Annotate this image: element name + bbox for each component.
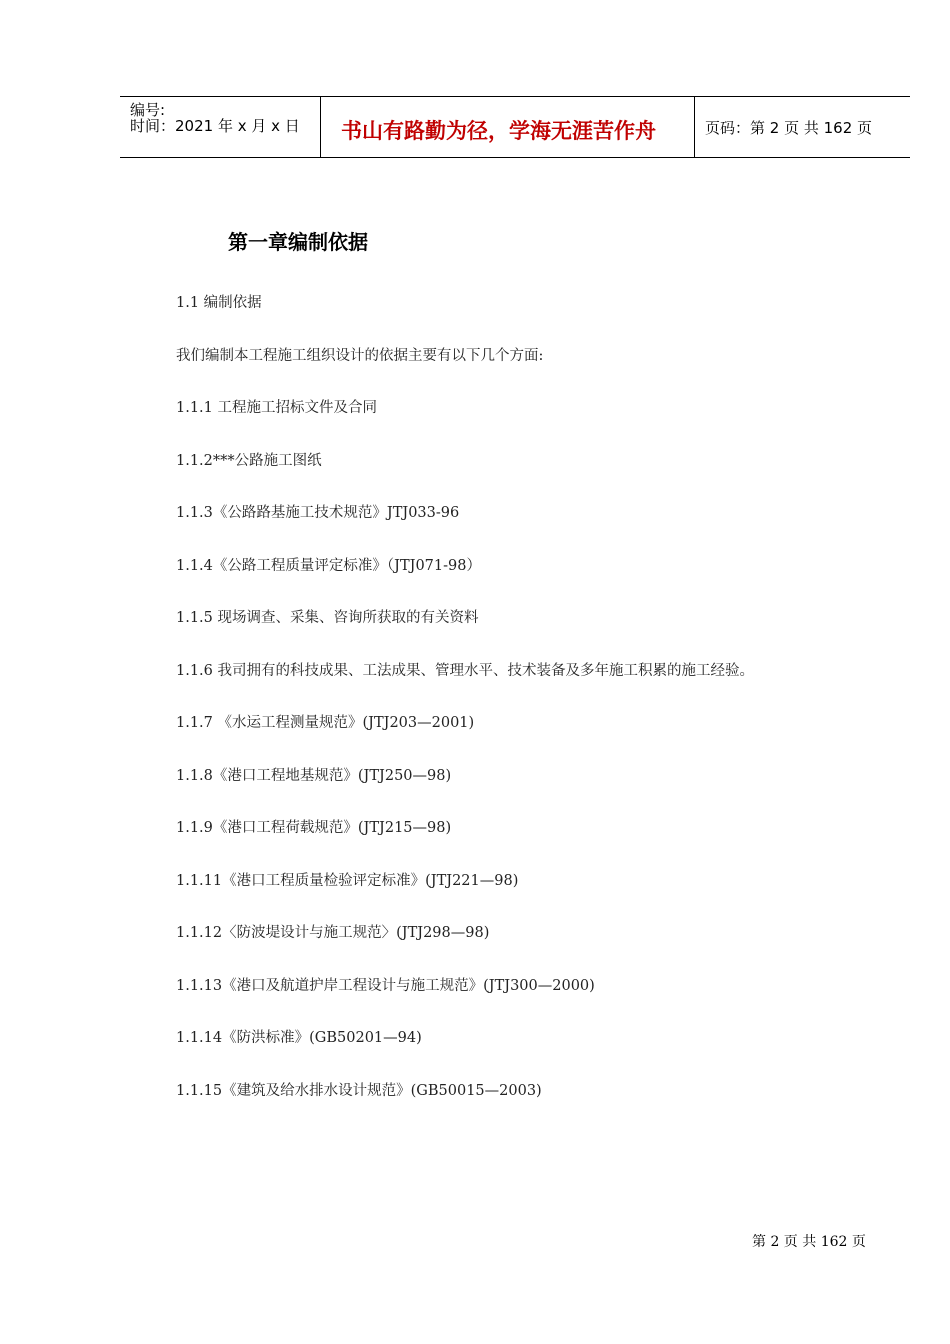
page-footer: 第 2 页 共 162 页 [752, 1234, 866, 1250]
document-body [176, 291, 896, 1131]
header-left-cell [120, 97, 321, 157]
list-item: 1.1.8《港口工程地基规范》(JTJ250—98) [176, 767, 452, 784]
list-item: 1.1.5 现场调查、采集、咨询所获取的有关资料 [176, 610, 479, 626]
header-right-cell [695, 97, 910, 157]
list-item: 1.1.13《港口及航道护岸工程设计与施工规范》(JTJ300—2000) [176, 977, 595, 994]
list-item: 1.1.4《公路工程质量评定标准》（JTJ071-98） [176, 557, 481, 574]
header-middle-cell [321, 97, 695, 157]
list-item: 1.1.6 我司拥有的科技成果、工法成果、管理水平、技术装备及多年施工积累的施工经验。 [176, 662, 754, 679]
header-motto: 书山有路勤为径，学海无涯苦作舟 [341, 119, 656, 143]
list-item: 1.1.3《公路路基施工技术规范》JTJ033-96 [176, 505, 460, 521]
list-item: 1.1.12〈防波堤设计与施工规范〉(JTJ298—98) [176, 925, 490, 941]
time-label: 时间：2021 年 x 月 x 日 [130, 117, 300, 135]
section-heading: 1.1 编制依据 [176, 295, 262, 311]
list-item: 1.1.1 工程施工招标文件及合同 [176, 400, 378, 416]
intro-paragraph: 我们编制本工程施工组织设计的依据主要有以下几个方面: [176, 347, 544, 364]
chapter-title: 第一章编制依据 [228, 230, 368, 254]
page-header [120, 96, 910, 158]
list-item: 1.1.2***公路施工图纸 [176, 452, 322, 469]
list-item: 1.1.15《建筑及给水排水设计规范》(GB50015—2003) [176, 1082, 542, 1099]
list-item: 1.1.9《港口工程荷载规范》(JTJ215—98) [176, 820, 452, 836]
list-item: 1.1.11《港口工程质量检验评定标准》(JTJ221—98) [176, 872, 519, 889]
number-label: 编号: [130, 101, 166, 119]
list-item: 1.1.7 《水运工程测量规范》(JTJ203—2001) [176, 715, 475, 731]
list-item: 1.1.14《防洪标准》(GB50201—94) [176, 1030, 422, 1046]
header-page-info: 页码：第 2 页 共 162 页 [705, 119, 873, 137]
